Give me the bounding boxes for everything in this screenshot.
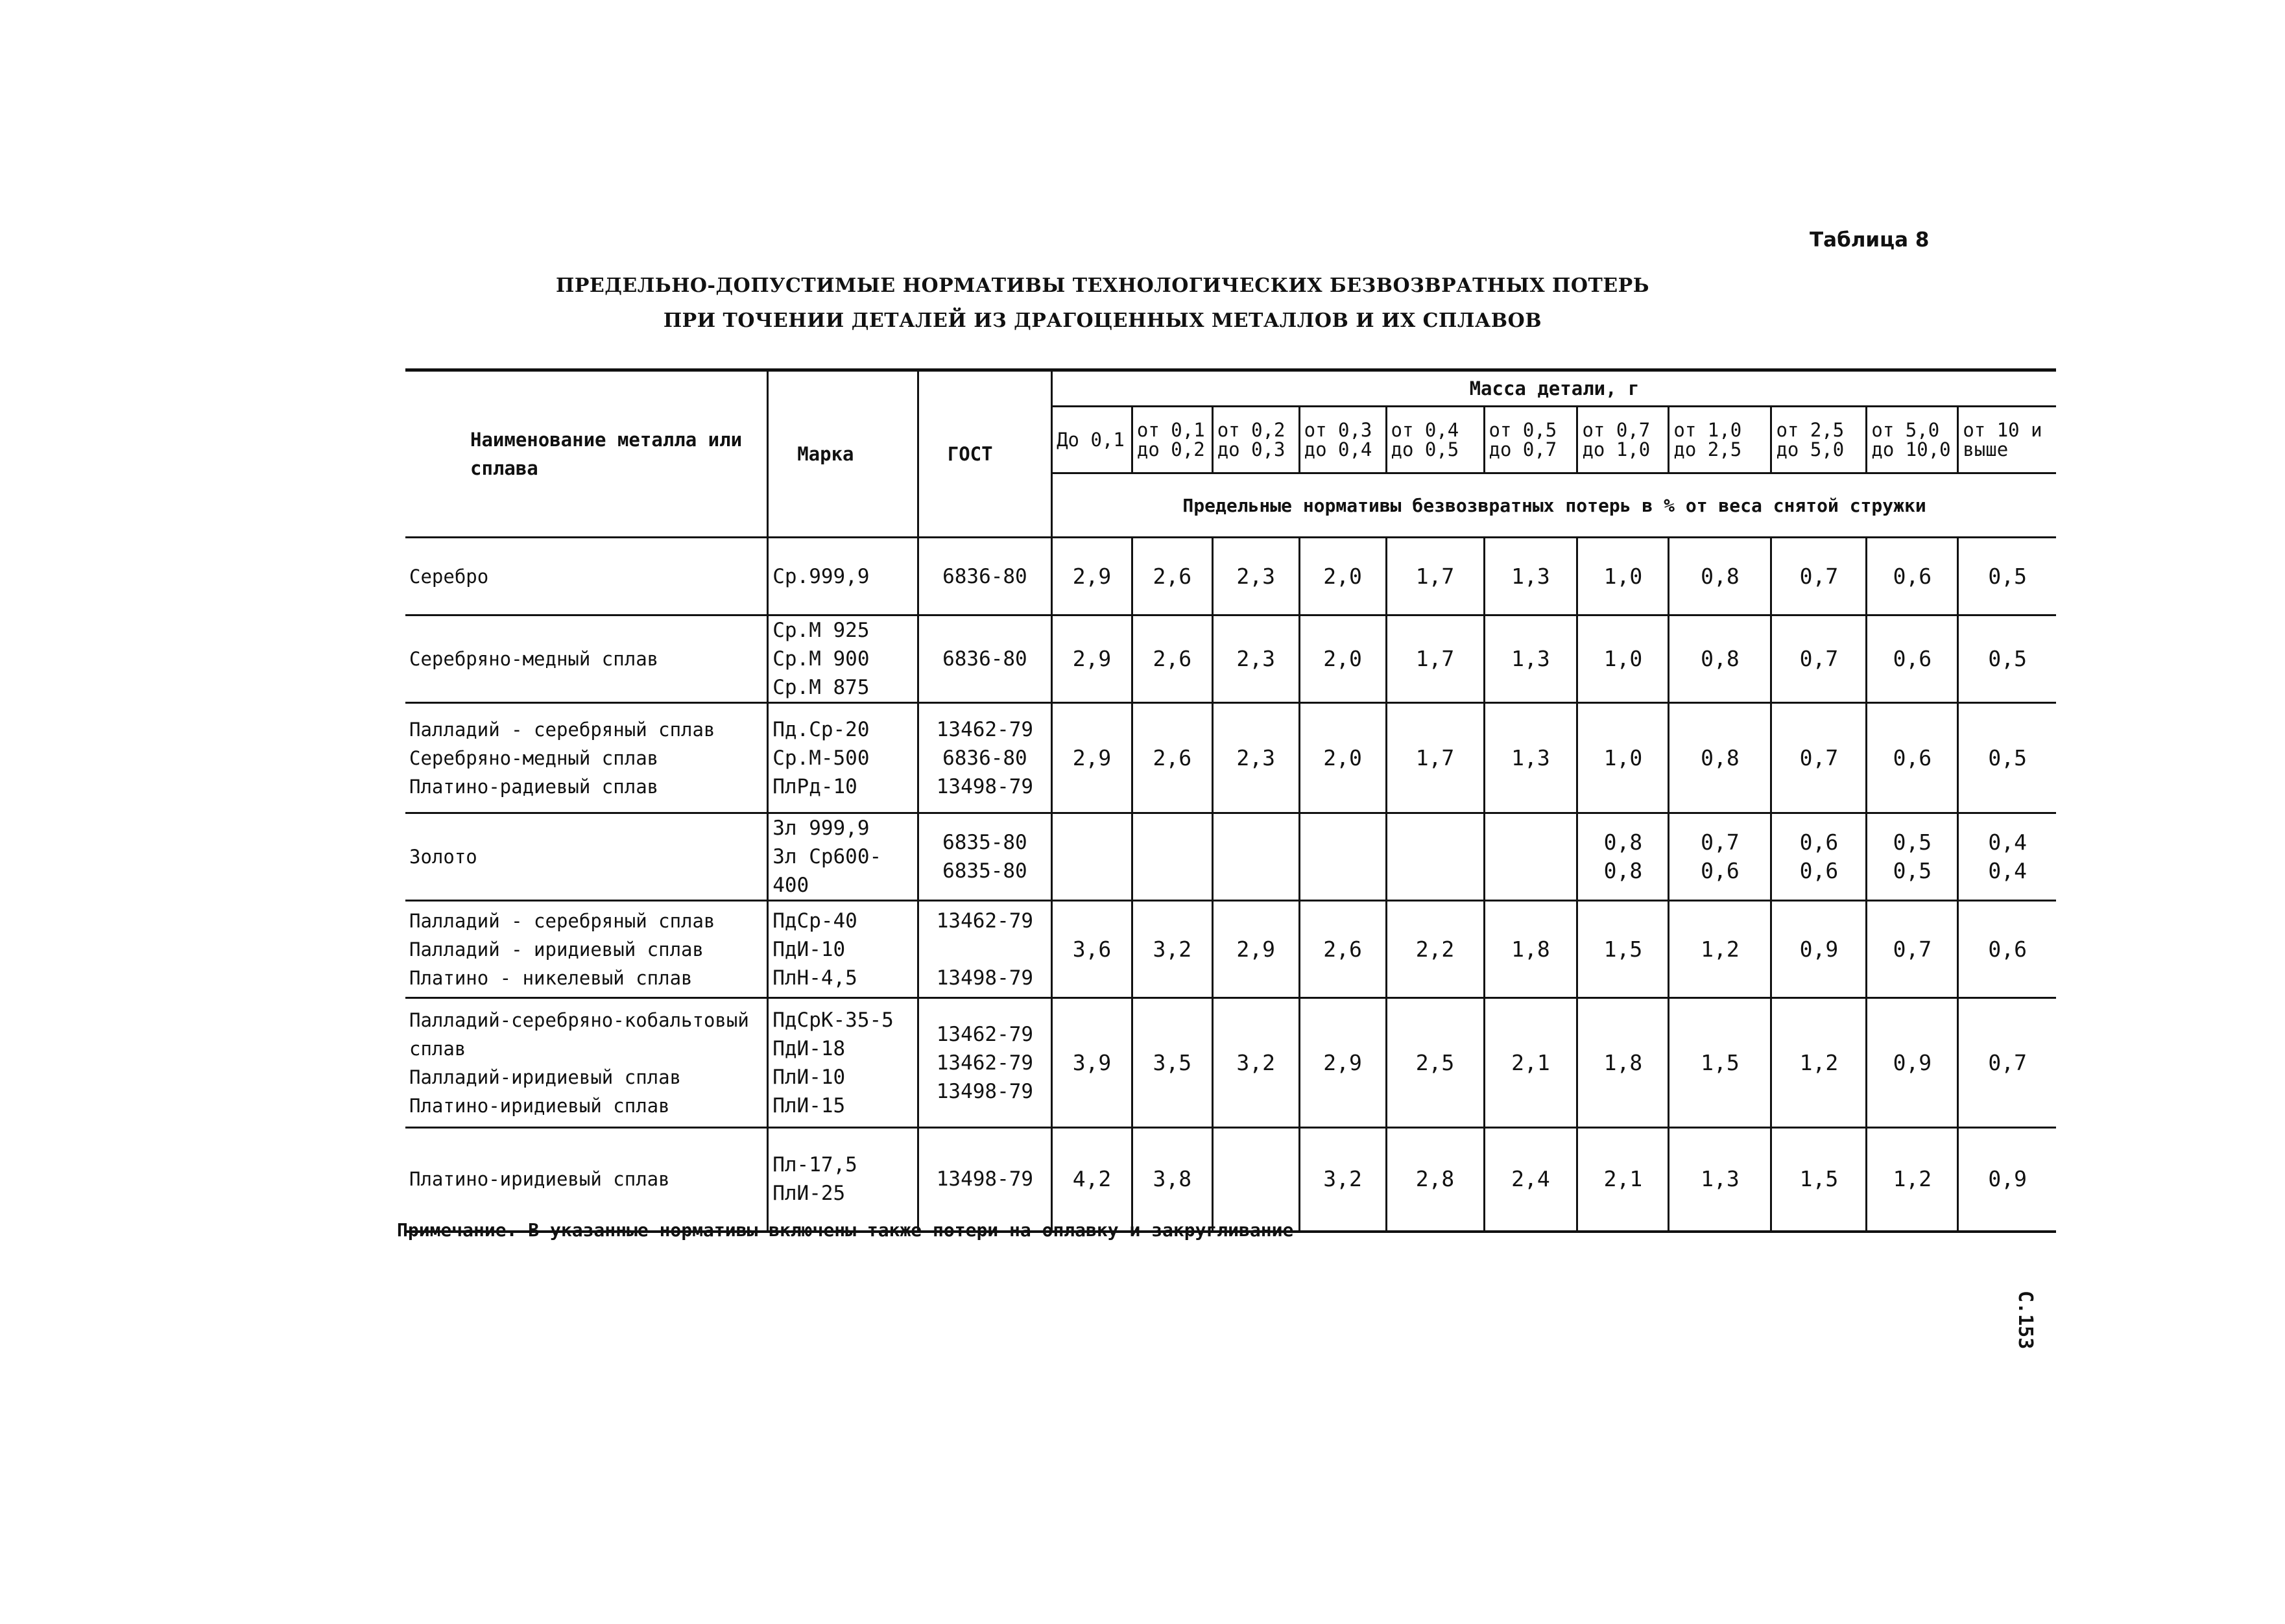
gost-cell-line: 6836-80 bbox=[942, 746, 1027, 770]
norms-table bbox=[405, 368, 2056, 1233]
table-row bbox=[405, 703, 2056, 813]
mark-cell-line: Ср.999,9 bbox=[772, 564, 870, 588]
loss-value-cell: 3,6 bbox=[1052, 901, 1132, 998]
loss-value-cell: 2,8 bbox=[1386, 1128, 1484, 1232]
loss-value-cell: 0,7 bbox=[1771, 538, 1867, 615]
gost-cell-line: 13462-79 bbox=[936, 1051, 1034, 1075]
loss-value-cell: 2,2 bbox=[1386, 901, 1484, 998]
mark-cell bbox=[768, 538, 918, 615]
metal-name-cell-line: Платино-радиевый сплав bbox=[409, 775, 659, 798]
header-subheader: Предельные нормативы безвозвратных потерь в % от веса снятой стружки bbox=[1182, 494, 1926, 516]
loss-value-cell: 1,3 bbox=[1484, 703, 1577, 813]
header-mass: Масса детали, г bbox=[1052, 370, 2056, 407]
mark-cell-line: ПдСр-40 bbox=[772, 909, 857, 933]
header-range: от 2,5 до 5,0 bbox=[1771, 407, 1867, 473]
mark-cell-line: ПдИ-18 bbox=[772, 1036, 846, 1060]
gost-cell bbox=[918, 901, 1051, 998]
loss-value-cell: 0,5 0,5 bbox=[1867, 813, 1958, 901]
loss-value-cell: 0,5 bbox=[1958, 538, 2056, 615]
gost-cell-line: 13462-79 bbox=[936, 717, 1034, 741]
loss-value-cell: 2,6 bbox=[1132, 538, 1212, 615]
loss-value-cell bbox=[1212, 813, 1299, 901]
gost-cell bbox=[918, 615, 1051, 703]
loss-value-cell: 0,7 0,6 bbox=[1669, 813, 1771, 901]
loss-value-cell: 2,9 bbox=[1052, 615, 1132, 703]
loss-value-cell: 2,4 bbox=[1484, 1128, 1577, 1232]
mark-cell-line: Пд.Ср-20 bbox=[772, 717, 870, 741]
loss-value-cell: 2,3 bbox=[1212, 703, 1299, 813]
header-range: от 0,2 до 0,3 bbox=[1212, 407, 1299, 473]
loss-value-cell: 0,6 bbox=[1867, 615, 1958, 703]
loss-value-cell: 2,9 bbox=[1299, 998, 1386, 1128]
loss-value-cell: 0,8 bbox=[1669, 703, 1771, 813]
loss-value-cell: 2,0 bbox=[1299, 538, 1386, 615]
loss-value-cell: 1,0 bbox=[1577, 615, 1669, 703]
header-mark: Марка bbox=[768, 370, 918, 538]
loss-value-cell: 2,6 bbox=[1132, 703, 1212, 813]
loss-value-cell: 4,2 bbox=[1052, 1128, 1132, 1232]
loss-value-cell: 1,7 bbox=[1386, 615, 1484, 703]
metal-name-cell-line: Серебряно-медный сплав bbox=[409, 746, 659, 769]
gost-cell bbox=[918, 538, 1051, 615]
loss-value-cell bbox=[1052, 813, 1132, 901]
header-range: До 0,1 bbox=[1052, 407, 1132, 473]
loss-value-cell: 0,9 bbox=[1771, 901, 1867, 998]
gost-cell-line: 13498-79 bbox=[936, 774, 1034, 798]
loss-value-cell: 3,2 bbox=[1212, 998, 1299, 1128]
mark-cell-line: Ср.М 875 bbox=[772, 676, 870, 699]
metal-name-cell-line: Палладий - иридиевый сплав bbox=[409, 938, 704, 961]
gost-cell-line: 13498-79 bbox=[936, 966, 1034, 990]
metal-name-cell-line: Платино-иридиевый сплав bbox=[409, 1168, 670, 1191]
metal-name-cell-line: Золото bbox=[409, 846, 477, 868]
loss-value-cell: 0,6 bbox=[1867, 538, 1958, 615]
header-gost: ГОСТ bbox=[918, 370, 1051, 538]
loss-value-cell: 0,9 bbox=[1958, 1128, 2056, 1232]
loss-value-cell: 0,7 bbox=[1867, 901, 1958, 998]
loss-value-cell: 0,5 bbox=[1958, 703, 2056, 813]
loss-value-cell: 2,6 bbox=[1132, 615, 1212, 703]
loss-value-cell: 0,7 bbox=[1771, 615, 1867, 703]
metal-name-cell-line: Серебряно-медный сплав bbox=[409, 648, 659, 670]
metal-name-cell-line: Палладий-иридиевый сплав bbox=[409, 1066, 682, 1088]
loss-value-cell: 1,3 bbox=[1484, 538, 1577, 615]
loss-value-cell bbox=[1386, 813, 1484, 901]
loss-value-cell: 1,0 bbox=[1577, 538, 1669, 615]
loss-value-cell: 1,8 bbox=[1484, 901, 1577, 998]
table-title-line-1: ПРЕДЕЛЬНО-ДОПУСТИМЫЕ НОРМАТИВЫ ТЕХНОЛОГИЧЕСКИХ БЕЗВОЗВРАТНЫХ ПОТЕРЬ bbox=[556, 274, 1649, 297]
loss-value-cell: 1,2 bbox=[1669, 901, 1771, 998]
gost-cell-line: 13498-79 bbox=[936, 1079, 1034, 1103]
mark-cell-line: ПдСрК-35-5 bbox=[772, 1008, 894, 1032]
loss-value-cell: 3,5 bbox=[1132, 998, 1212, 1128]
header-range: от 0,7 до 1,0 bbox=[1577, 407, 1669, 473]
gost-cell-line: 6836-80 bbox=[942, 564, 1027, 588]
table-row bbox=[405, 813, 2056, 901]
mark-cell bbox=[768, 703, 918, 813]
metal-name-cell bbox=[405, 1128, 768, 1232]
loss-value-cell: 2,1 bbox=[1484, 998, 1577, 1128]
loss-value-cell: 1,0 bbox=[1577, 703, 1669, 813]
mark-cell-line: Пл-17,5 bbox=[772, 1153, 857, 1177]
gost-cell-line bbox=[923, 935, 1047, 964]
loss-value-cell: 3,8 bbox=[1132, 1128, 1212, 1232]
gost-cell bbox=[918, 1128, 1051, 1232]
loss-value-cell: 2,3 bbox=[1212, 538, 1299, 615]
metal-name-cell-line: Платино - никелевый сплав bbox=[409, 966, 693, 989]
loss-value-cell: 1,7 bbox=[1386, 703, 1484, 813]
loss-value-cell: 2,9 bbox=[1052, 538, 1132, 615]
loss-value-cell: 2,0 bbox=[1299, 703, 1386, 813]
metal-name-cell-line: Серебро bbox=[409, 565, 489, 588]
loss-value-cell: 2,5 bbox=[1386, 998, 1484, 1128]
mark-cell-line: Ср.М 925 bbox=[772, 619, 870, 642]
metal-name-cell-line: Платино-иридиевый сплав bbox=[409, 1094, 670, 1117]
mark-cell-line: Зл Ср600-400 bbox=[772, 845, 882, 897]
mark-cell bbox=[768, 813, 918, 901]
loss-value-cell: 1,2 bbox=[1867, 1128, 1958, 1232]
loss-value-cell: 2,6 bbox=[1299, 901, 1386, 998]
table-note: Примечание. В указанные нормативы включены также потери на оплавку и закругливание bbox=[397, 1219, 1294, 1241]
loss-value-cell: 0,4 0,4 bbox=[1958, 813, 2056, 901]
metal-name-cell-line: Палладий - серебряный сплав bbox=[409, 909, 715, 932]
loss-value-cell bbox=[1132, 813, 1212, 901]
gost-cell bbox=[918, 998, 1051, 1128]
header-range: от 0,3 до 0,4 bbox=[1299, 407, 1386, 473]
loss-value-cell: 0,7 bbox=[1958, 998, 2056, 1128]
loss-value-cell: 1,5 bbox=[1771, 1128, 1867, 1232]
header-range: от 5,0 до 10,0 bbox=[1867, 407, 1958, 473]
table-row bbox=[405, 615, 2056, 703]
gost-cell-line: 13462-79 bbox=[936, 909, 1034, 933]
loss-value-cell: 1,3 bbox=[1669, 1128, 1771, 1232]
table-body bbox=[405, 538, 2056, 1232]
loss-value-cell: 0,8 0,8 bbox=[1577, 813, 1669, 901]
header-range: от 1,0 до 2,5 bbox=[1669, 407, 1771, 473]
loss-value-cell: 2,1 bbox=[1577, 1128, 1669, 1232]
mark-cell-line: Ср.М 900 bbox=[772, 647, 870, 671]
metal-name-cell-line: Палладий-серебряно-кобальтовый сплав bbox=[409, 1009, 749, 1060]
gost-cell-line: 6836-80 bbox=[942, 647, 1027, 671]
loss-value-cell: 2,9 bbox=[1212, 901, 1299, 998]
loss-value-cell: 2,3 bbox=[1212, 615, 1299, 703]
mark-cell-line: ПлИ-15 bbox=[772, 1093, 846, 1117]
metal-name-cell bbox=[405, 703, 768, 813]
mark-cell-line: ПлН-4,5 bbox=[772, 966, 857, 990]
metal-name-cell bbox=[405, 615, 768, 703]
mark-cell bbox=[768, 998, 918, 1128]
header-range: от 10 и выше bbox=[1958, 407, 2056, 473]
loss-value-cell: 1,2 bbox=[1771, 998, 1867, 1128]
mark-cell-line: ПлИ-10 bbox=[772, 1065, 846, 1089]
loss-value-cell: 3,9 bbox=[1052, 998, 1132, 1128]
loss-value-cell: 1,5 bbox=[1669, 998, 1771, 1128]
loss-value-cell: 0,8 bbox=[1669, 615, 1771, 703]
mark-cell-line: ПдИ-10 bbox=[772, 937, 846, 961]
loss-value-cell: 1,7 bbox=[1386, 538, 1484, 615]
metal-name-cell bbox=[405, 813, 768, 901]
table-row bbox=[405, 1128, 2056, 1232]
loss-value-cell: 0,6 bbox=[1958, 901, 2056, 998]
table-row bbox=[405, 901, 2056, 998]
table-title-line-2: ПРИ ТОЧЕНИИ ДЕТАЛЕЙ ИЗ ДРАГОЦЕННЫХ МЕТАЛЛОВ И ИХ СПЛАВОВ bbox=[663, 309, 1542, 332]
table-number-label: Таблица 8 bbox=[1810, 228, 1930, 252]
table-row bbox=[405, 538, 2056, 615]
mark-cell-line: ПлИ-25 bbox=[772, 1182, 846, 1206]
loss-value-cell: 2,0 bbox=[1299, 615, 1386, 703]
page-number: С.153 bbox=[2014, 1291, 2037, 1350]
loss-value-cell: 1,8 bbox=[1577, 998, 1669, 1128]
mark-cell bbox=[768, 615, 918, 703]
mark-cell-line: Зл 999,9 bbox=[772, 817, 870, 840]
mark-cell bbox=[768, 901, 918, 998]
loss-value-cell: 0,8 bbox=[1669, 538, 1771, 615]
gost-cell-line: 6835-80 bbox=[942, 831, 1027, 854]
loss-value-cell: 0,9 bbox=[1867, 998, 1958, 1128]
header-range: от 0,4 до 0,5 bbox=[1386, 407, 1484, 473]
loss-value-cell: 2,9 bbox=[1052, 703, 1132, 813]
loss-value-cell bbox=[1299, 813, 1386, 901]
table-row bbox=[405, 998, 2056, 1128]
loss-value-cell: 0,5 bbox=[1958, 615, 2056, 703]
loss-value-cell: 1,3 bbox=[1484, 615, 1577, 703]
metal-name-cell-line: Палладий - серебряный сплав bbox=[409, 718, 715, 741]
loss-value-cell bbox=[1212, 1128, 1299, 1232]
gost-cell bbox=[918, 813, 1051, 901]
loss-value-cell: 0,7 bbox=[1771, 703, 1867, 813]
loss-value-cell: 3,2 bbox=[1299, 1128, 1386, 1232]
gost-cell-line: 6835-80 bbox=[942, 859, 1027, 883]
metal-name-cell bbox=[405, 538, 768, 615]
gost-cell-line: 13462-79 bbox=[936, 1022, 1034, 1046]
metal-name-cell bbox=[405, 901, 768, 998]
loss-value-cell bbox=[1484, 813, 1577, 901]
loss-value-cell: 0,6 bbox=[1867, 703, 1958, 813]
mark-cell bbox=[768, 1128, 918, 1232]
loss-value-cell: 0,6 0,6 bbox=[1771, 813, 1867, 901]
header-name: Наименование металла или сплава bbox=[405, 370, 768, 538]
metal-name-cell bbox=[405, 998, 768, 1128]
mark-cell-line: Ср.М-500 bbox=[772, 746, 870, 770]
loss-value-cell: 1,5 bbox=[1577, 901, 1669, 998]
gost-cell-line: 13498-79 bbox=[936, 1167, 1034, 1191]
mark-cell-line: ПлРд-10 bbox=[772, 774, 857, 798]
header-range: от 0,5 до 0,7 bbox=[1484, 407, 1577, 473]
header-range: от 0,1 до 0,2 bbox=[1132, 407, 1212, 473]
gost-cell bbox=[918, 703, 1051, 813]
loss-value-cell: 3,2 bbox=[1132, 901, 1212, 998]
